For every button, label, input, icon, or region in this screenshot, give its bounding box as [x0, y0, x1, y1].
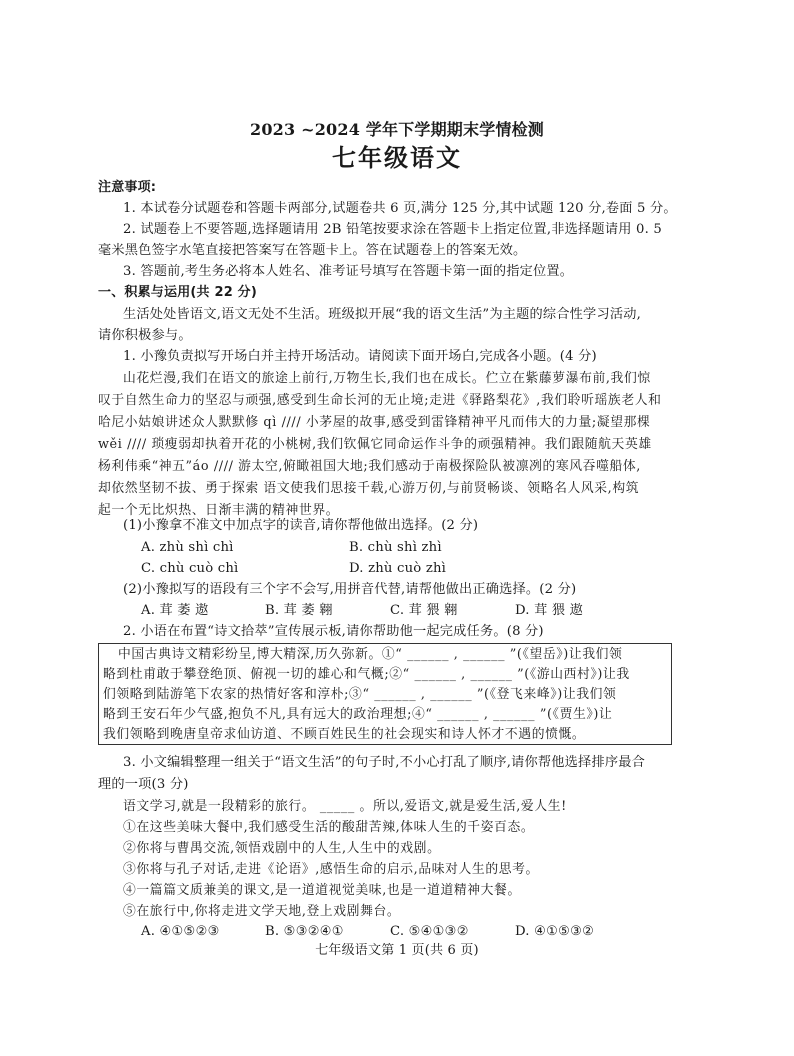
note-2a: 2. 试题卷上不要答题,选择题请用 2B 铅笔按要求涂在答题卡上指定位置,非选择题请用 0. 5	[123, 222, 662, 237]
q3-option-b: B. ⑤③②④①	[265, 924, 344, 939]
q1-sub2-option-a: A. 茸 萎 遨	[141, 603, 209, 618]
q3-item: ②你将与曹禺交流,领悟戏剧中的人生,人生中的戏剧。	[123, 841, 441, 856]
passage-line: 叹于自然生命力的坚忍与顽强,感受到生命长河的无止境;走进《驿路梨花》,我们聆听瑶族老人和	[98, 393, 662, 408]
poetry-box-line: 我们领略到晚唐皇帝求仙访道、不顾百姓民生的社会现实和诗人怀才不遇的愤慨。	[103, 727, 586, 742]
q3-prompt-b: 理的一项(3 分)	[98, 777, 189, 792]
subject-title: 七年级语文	[332, 143, 462, 172]
q1-sub1-option-a: A. zhù shì chì	[141, 540, 234, 555]
section1-heading: 一、积累与运用(共 22 分)	[98, 285, 258, 300]
q3-item: ③你将与孔子对话,走进《论语》,感悟生命的启示,品味对人生的思考。	[123, 862, 539, 877]
page-footer: 七年级语文第 1 页(共 6 页)	[315, 943, 479, 958]
q1-sub1-prompt: (1)小豫拿不准文中加点字的读音,请你帮他做出选择。(2 分)	[123, 518, 479, 533]
passage-line: 哈尼小姑娘讲述众人默默修 qì //// 小茅屋的故事,感受到雷锋精神平凡而伟大的力量;凝望那棵	[98, 415, 651, 430]
passage-line: wěi //// 琐瘦弱却执着开花的小桃树,我们钦佩它同命运作斗争的顽强精神。我们跟随航天英雄	[98, 437, 652, 452]
passage-line: 起一个无比炽热、日渐丰满的精神世界。	[98, 503, 340, 518]
note-1: 1. 本试卷分试题卷和答题卡两部分,试题卷共 6 页,满分 125 分,其中试题 120 分,卷面 5 分。	[123, 201, 677, 216]
q1-sub1-option-b: B. chù shì zhì	[349, 540, 442, 555]
notes-heading: 注意事项:	[98, 180, 157, 195]
q1-sub2-prompt: (2)小豫拟写的语段有三个字不会写,用拼音代替,请帮他做出正确选择。(2 分)	[123, 582, 577, 597]
q3-option-a: A. ④①⑤②③	[141, 924, 220, 939]
q3-lead-sentence: 语文学习,就是一段精彩的旅行。 _____ 。所以,爱语文,就是爱生活,爱人生!	[123, 799, 567, 814]
passage-line: 杨利伟乘“神五”áo //// 游太空,俯瞰祖国大地;我们感动于南极探险队被凛冽的寒风吞噬船体,	[98, 459, 641, 474]
passage-line: 却依然坚韧不拔、勇于探索 语文使我们思接千载,心游万仞,与前贤畅谈、领略名人风采,构筑	[98, 481, 640, 496]
poetry-box-line: 中国古典诗文精彩纷呈,博大精深,历久弥新。①“ ______ , ______ ”(《望岳》)让我们领	[118, 647, 623, 662]
q1-sub1-option-d: D. zhù cuò zhì	[349, 561, 447, 576]
q1-sub1-option-c: C. chù cuò chì	[141, 561, 239, 576]
q1-prompt: 1. 小豫负责拟写开场白并主持开场活动。请阅读下面开场白,完成各小题。(4 分)	[123, 349, 597, 364]
q2-prompt: 2. 小语在布置“诗文拾萃”宣传展示板,请你帮助他一起完成任务。(8 分)	[123, 624, 544, 639]
note-2b: 毫米黑色签字水笔直接把答案写在答题卡上。答在试题卷上的答案无效。	[98, 243, 527, 258]
passage-line: 山花烂漫,我们在语文的旅途上前行,万物生长,我们也在成长。伫立在紫藤萝瀑布前,我们惊	[123, 371, 651, 386]
q3-item: ①在这些美味大餐中,我们感受生活的酸甜苦辣,体味人生的千姿百态。	[123, 820, 535, 835]
note-3: 3. 答题前,考生务必将本人姓名、准考证号填写在答题卡第一面的指定位置。	[123, 264, 574, 279]
q3-prompt-a: 3. 小文编辑整理一组关于“语文生活”的句子时,不小心打乱了顺序,请你帮他选择排序最合	[123, 755, 645, 770]
q3-option-d: D. ④①⑤③②	[515, 924, 595, 939]
exam-title: 2023 ~2024 学年下学期期末学情检测	[249, 120, 544, 139]
q3-option-c: C. ⑤④①③②	[390, 924, 469, 939]
poetry-box-line: 略到杜甫敢于攀登绝顶、俯视一切的雄心和气概;②“ ______ , ______ ”(《游山西村》)让我	[103, 667, 630, 682]
q1-sub2-option-c: C. 茸 猥 翱	[390, 603, 458, 618]
section1-intro-b: 请你积极参与。	[98, 328, 192, 343]
poetry-box-line: 们领略到陆游笔下农家的热情好客和淳朴;③“ ______ , ______ ”(《登飞来峰》)让我们领	[103, 687, 617, 702]
q3-item: ④一篇篇文质兼美的课文,是一道道视觉美味,也是一道道精神大餐。	[123, 883, 521, 898]
poetry-box-line: 略到王安石年少气盛,抱负不凡,具有远大的政治理想;④“ ______ , ______ ”(《贾生》)让	[103, 707, 613, 722]
section1-intro-a: 生活处处皆语文,语文无处不生活。班级拟开展“我的语文生活”为主题的综合性学习活动,	[123, 307, 642, 322]
q1-sub2-option-b: B. 茸 萎 翱	[265, 603, 333, 618]
q1-sub2-option-d: D. 茸 猥 遨	[515, 603, 584, 618]
q3-item: ⑤在旅行中,你将走进文学天地,登上戏剧舞台。	[123, 904, 401, 919]
